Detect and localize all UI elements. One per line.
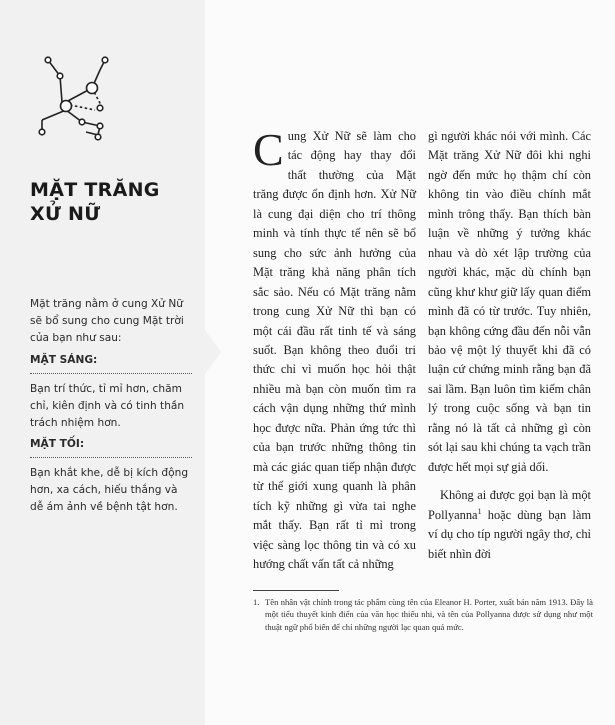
title-line-1: MẶT TRĂNG <box>30 179 160 201</box>
body-paragraph-1-part-1 <box>253 124 416 574</box>
virgo-constellation-icon <box>30 50 140 150</box>
page-title <box>30 178 200 226</box>
body-paragraph-2 <box>428 486 591 564</box>
paragraph-2-text-b: hoặc dùng bạn làm ví dụ cho típ người ngây thơ, chỉ biết nhìn đời <box>428 507 591 561</box>
body-paragraph-1-part-2: gì người khác nói với mình. Các Mặt trăng Xử Nữ đôi khi nghi ngờ đến mức họ thậm chí còn không tin vào điều chính mắt mình trông thấy. Bạn thích bàn luận về những ý tưởng khác nhau và dò xét lập trường của người khác, mặc dù chính bạn cũng khư khư giữ lấy quan điểm mình đã có từ trước. Tuy nhiên, bạn không cứng đầu đến nỗi vẫn bảo vệ một lý thuyết khi đã có luận cứ chứng minh rằng bạn đã sai lầm. Bạn luôn tìm kiếm chân lý trong cuộc sống và bạn tin rằng nó là tất cả những gì còn sót lại sau khi chúng ta vạch trần được hết mọi sự giả dối. <box>428 129 591 474</box>
sidebar-notch <box>205 330 221 374</box>
dark-side-text: Bạn khắt khe, dễ bị kích động hơn, xa cách, hiếu thắng và dễ ám ảnh về bệnh tật hơn. <box>30 467 189 513</box>
footnote <box>253 596 593 633</box>
bright-side-heading: MẶT SÁNG: <box>30 352 192 374</box>
footnote-number: 1. <box>253 597 260 607</box>
body-column-1 <box>253 124 416 574</box>
footnote-divider <box>253 590 339 591</box>
dark-side-section <box>30 436 192 516</box>
bright-side-section <box>30 352 192 432</box>
bright-side-text: Bạn trí thức, tỉ mỉ hơn, chăm chỉ, kiên định và có tinh thần trách nhiệm hơn. <box>30 383 185 429</box>
title-line-2: XỬ NỮ <box>30 203 101 225</box>
paragraph-1-text: ung Xử Nữ sẽ làm cho tác động hay thay đổi thất thường của Mặt trăng được ổn định hơn. Xử Nữ là cung đại diện cho trí thông minh và tính thực tế nên sẽ bổ sung cho sức ảnh hưởng của Mặt trăng khả năng phân tích sắc sảo. Nếu có Mặt trăng nằm trong cung Xử Nữ thì bạn có một cái đầu rất tinh tế và sáng suốt. Bạn không theo đuổi tri thức chỉ vì muốn học hỏi thật nhiều mà bạn còn muốn tìm ra cách vận dụng những thứ mình học được nữa. Phản ứng tức thì của bạn trước những thông tin mà các giác quan tiếp nhận được từ thế giới xung quanh là phân tích kỹ những gì vừa tai nghe mắt thấy. Bạn rất tỉ mỉ trong việc sàng lọc thông tin và có xu hướng chất vấn tất cả những <box>253 129 416 571</box>
body-column-2 <box>428 127 591 564</box>
footnote-reference[interactable]: 1 <box>477 506 482 516</box>
sidebar-intro: Mặt trăng nằm ở cung Xử Nữ sẽ bổ sung cho cung Mặt trời của bạn như sau: <box>30 298 184 344</box>
paragraph-2-text-a: Không ai được gọi bạn là một Pollyanna <box>428 488 591 522</box>
dark-side-heading: MẶT TỐI: <box>30 436 192 458</box>
drop-cap: C <box>253 124 284 175</box>
footnote-text: Tên nhân vật chính trong tác phẩm cùng tên của Eleanor H. Porter, xuất bản năm 1913. Đây là một tiểu thuyết kinh điển của văn học thiếu nhi, và tên của Pollyanna được sử dụng như một thuật ngữ phổ biến để chỉ những người lạc quan quá mức. <box>265 597 593 632</box>
